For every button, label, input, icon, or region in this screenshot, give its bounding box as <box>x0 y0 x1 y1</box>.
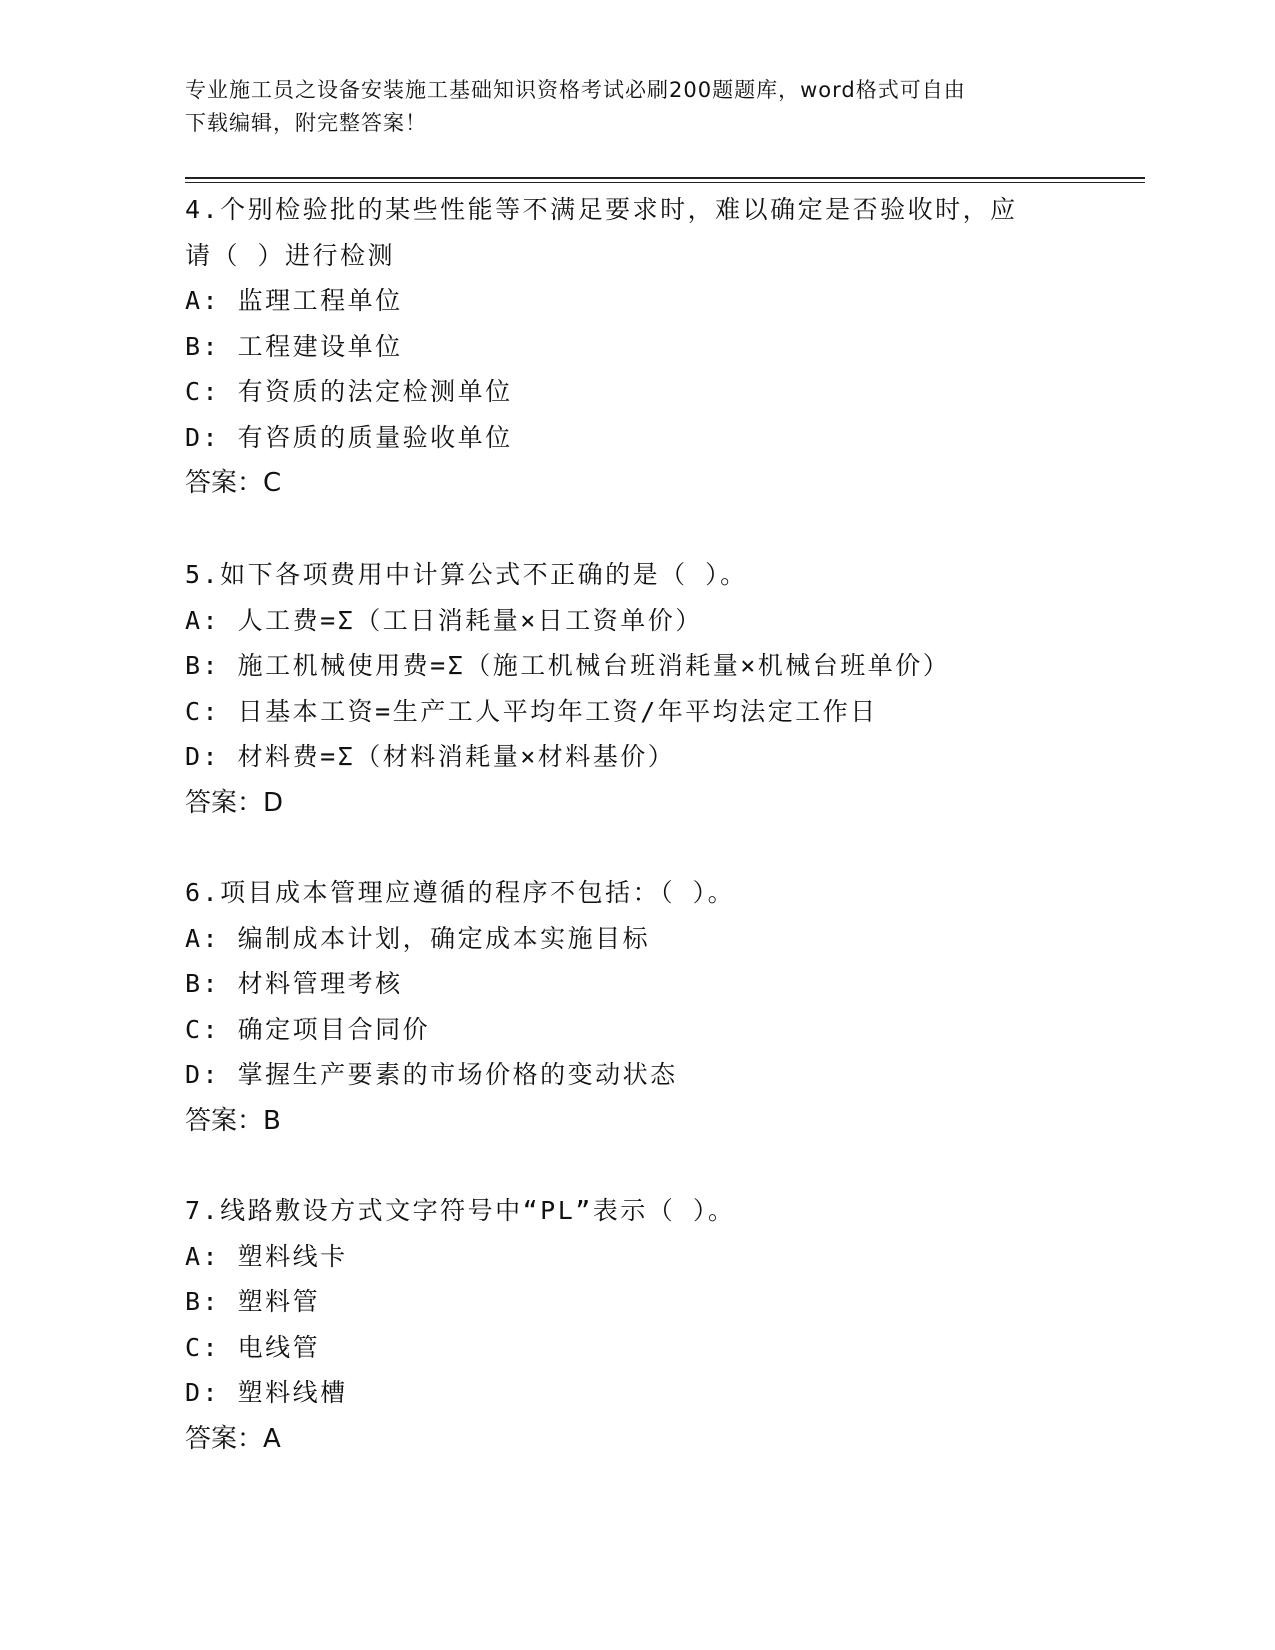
option-d: D: 塑料线槽 <box>185 1378 348 1407</box>
option-c: C: 确定项目合同价 <box>185 1014 431 1044</box>
question-4 <box>185 187 1065 506</box>
option-c: C: 有资质的法定检测单位 <box>185 377 513 406</box>
question-7 <box>185 1188 1065 1462</box>
question-stem-continued: 请（ ）进行检测 <box>185 240 396 270</box>
option-a: A: 塑料线卡 <box>185 1241 348 1271</box>
header-line-2: 下载编辑，附完整答案！ <box>185 111 427 135</box>
question-6 <box>185 870 1065 1144</box>
option-b: B: 塑料管 <box>185 1287 321 1316</box>
option-d: D: 材料费=Σ（材料消耗量×材料基价） <box>185 742 676 771</box>
answer: 答案：B <box>185 1105 281 1136</box>
header-divider-thin <box>185 182 1145 183</box>
option-d: D: 有咨质的质量验收单位 <box>185 422 513 452</box>
option-c: C: 日基本工资=生产工人平均年工资/年平均法定工作日 <box>185 696 878 726</box>
question-stem: 4.个别检验批的某些性能等不满足要求时，难以确定是否验收时，应 <box>185 195 1018 224</box>
answer: 答案：C <box>185 468 282 498</box>
option-a: A: 编制成本计划，确定成本实施目标 <box>185 923 651 953</box>
question-5 <box>185 552 1065 826</box>
header-line-1: 专业施工员之设备安装施工基础知识资格考试必刷200题题库，word格式可自由 <box>185 78 966 102</box>
option-c: C: 电线管 <box>185 1332 321 1362</box>
question-stem: 7.线路敷设方式文字符号中“PL”表示（ ）。 <box>185 1196 736 1225</box>
option-a: A: 人工费=Σ（工日消耗量×日工资单价） <box>185 605 703 635</box>
header-divider-thick <box>185 177 1145 179</box>
question-stem: 6.项目成本管理应遵循的程序不包括：（ ）。 <box>185 878 736 907</box>
option-d: D: 掌握生产要素的市场价格的变动状态 <box>185 1060 678 1089</box>
option-a: A: 监理工程单位 <box>185 286 403 315</box>
answer: 答案：D <box>185 787 284 818</box>
option-b: B: 材料管理考核 <box>185 969 403 998</box>
option-b: B: 工程建设单位 <box>185 331 403 361</box>
option-b: B: 施工机械使用费=Σ（施工机械台班消耗量×机械台班单价） <box>185 651 951 680</box>
question-stem: 5.如下各项费用中计算公式不正确的是（ ）。 <box>185 560 748 589</box>
answer: 答案：A <box>185 1423 281 1454</box>
document-header <box>185 74 1065 140</box>
